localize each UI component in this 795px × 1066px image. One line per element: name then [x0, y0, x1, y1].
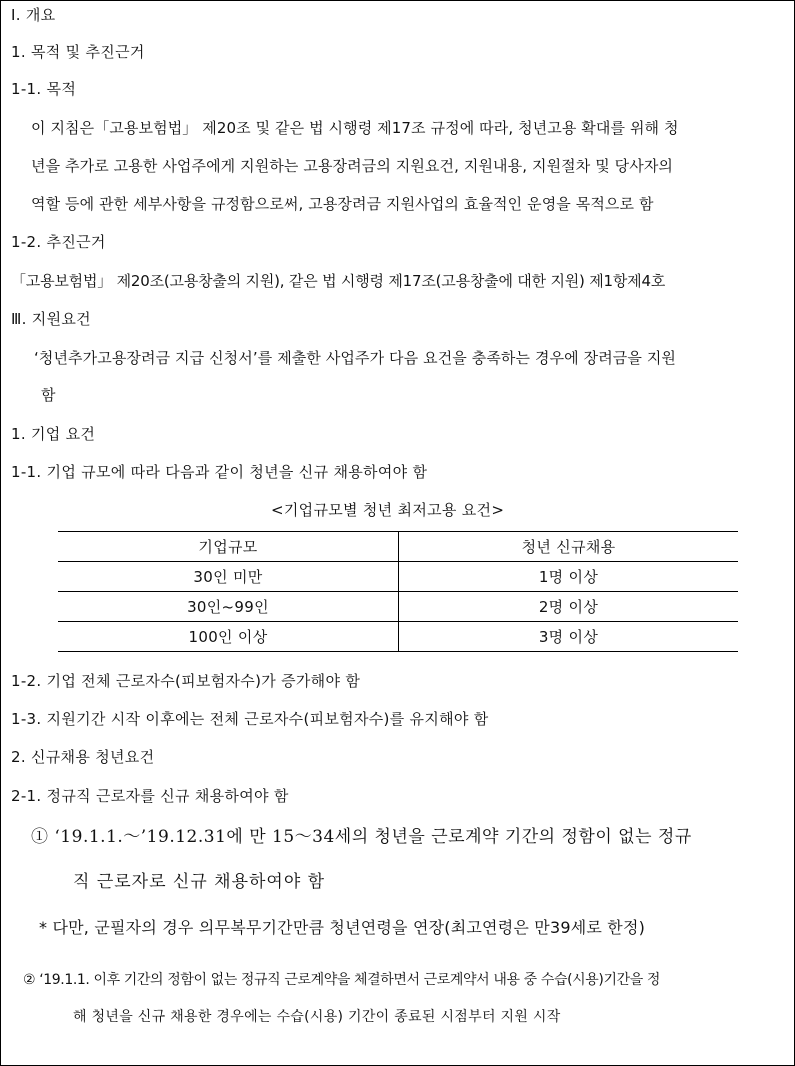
requirements-intro-line-1: ‘청년추가고용장려금 지급 신청서’를 제출한 사업주가 다음 요건을 충족하는 경우에 장려금을 지원 — [34, 349, 677, 367]
table-header-row — [58, 532, 738, 562]
heading-legal-basis: 1-2. 추진근거 — [11, 233, 106, 251]
section-heading-overview: Ⅰ. 개요 — [11, 6, 56, 24]
company-size-cell: 30인 미만 — [58, 562, 399, 592]
table-row — [58, 592, 738, 622]
table-caption: <기업규모별 청년 최저고용 요건> — [271, 501, 505, 519]
employee-increase-requirement: 1-2. 기업 전체 근로자수(피보험자수)가 증가해야 함 — [11, 672, 361, 690]
company-size-requirement: 1-1. 기업 규모에 따라 다음과 같이 청년을 신규 채용하여야 함 — [11, 463, 428, 481]
purpose-text-line-2: 년을 추가로 고용한 사업주에게 지원하는 고용장려금의 지원요건, 지원내용, 지원절차 및 당사자의 — [31, 157, 674, 175]
purpose-text-line-1: 이 지침은「고용보험법」 제20조 및 같은 법 시행령 제17조 규정에 따라, 청년고용 확대를 위해 청 — [31, 119, 679, 137]
new-hires-cell: 2명 이상 — [399, 592, 739, 622]
heading-company-requirements: 1. 기업 요건 — [11, 425, 96, 443]
condition-2-line-1: ② ‘19.1.1. 이후 기간의 정함이 없는 정규직 근로계약을 체결하면서 근로계약서 내용 중 수습(시용)기간을 정 — [23, 972, 660, 988]
regular-employment-requirement: 2-1. 정규직 근로자를 신규 채용하여야 함 — [11, 787, 289, 805]
header-new-hires: 청년 신규채용 — [399, 532, 739, 562]
purpose-text-line-3: 역할 등에 관한 세부사항을 규정함으로써, 고용장려금 지원사업의 효율적인 운영을 목적으로 함 — [31, 195, 654, 213]
table-row — [58, 562, 738, 592]
heading-purpose: 1-1. 목적 — [11, 80, 77, 98]
company-size-cell: 30인~99인 — [58, 592, 399, 622]
new-hires-cell: 3명 이상 — [399, 622, 739, 652]
hiring-requirements-table — [58, 531, 738, 652]
header-company-size: 기업규모 — [58, 532, 399, 562]
heading-youth-requirements: 2. 신규채용 청년요건 — [11, 748, 155, 766]
condition-1-line-2: 직 근로자로 신규 채용하여야 함 — [73, 872, 326, 892]
requirements-intro-line-2: 함 — [41, 386, 56, 404]
condition-1-line-1: ① ‘19.1.1.～’19.12.31에 만 15～34세의 청년을 근로계약 기간의 정함이 없는 정규 — [31, 827, 692, 847]
condition-2-line-2: 해 청년을 신규 채용한 경우에는 수습(시용) 기간이 종료된 시점부터 지원 시작 — [73, 1009, 561, 1025]
employee-maintain-requirement: 1-3. 지원기간 시작 이후에는 전체 근로자수(피보험자수)를 유지해야 함 — [11, 710, 489, 728]
military-service-note: * 다만, 군필자의 경우 의무복무기간만큼 청년연령을 연장(최고연령은 만39세로 한정) — [39, 918, 646, 937]
table-row — [58, 622, 738, 652]
section-heading-requirements: Ⅲ. 지원요건 — [11, 310, 91, 328]
heading-purpose-basis: 1. 목적 및 추진근거 — [11, 43, 145, 61]
legal-basis-text: 「고용보험법」 제20조(고용창출의 지원), 같은 법 시행령 제17조(고용창출에 대한 지원) 제1항제4호 — [11, 272, 666, 290]
company-size-cell: 100인 이상 — [58, 622, 399, 652]
new-hires-cell: 1명 이상 — [399, 562, 739, 592]
